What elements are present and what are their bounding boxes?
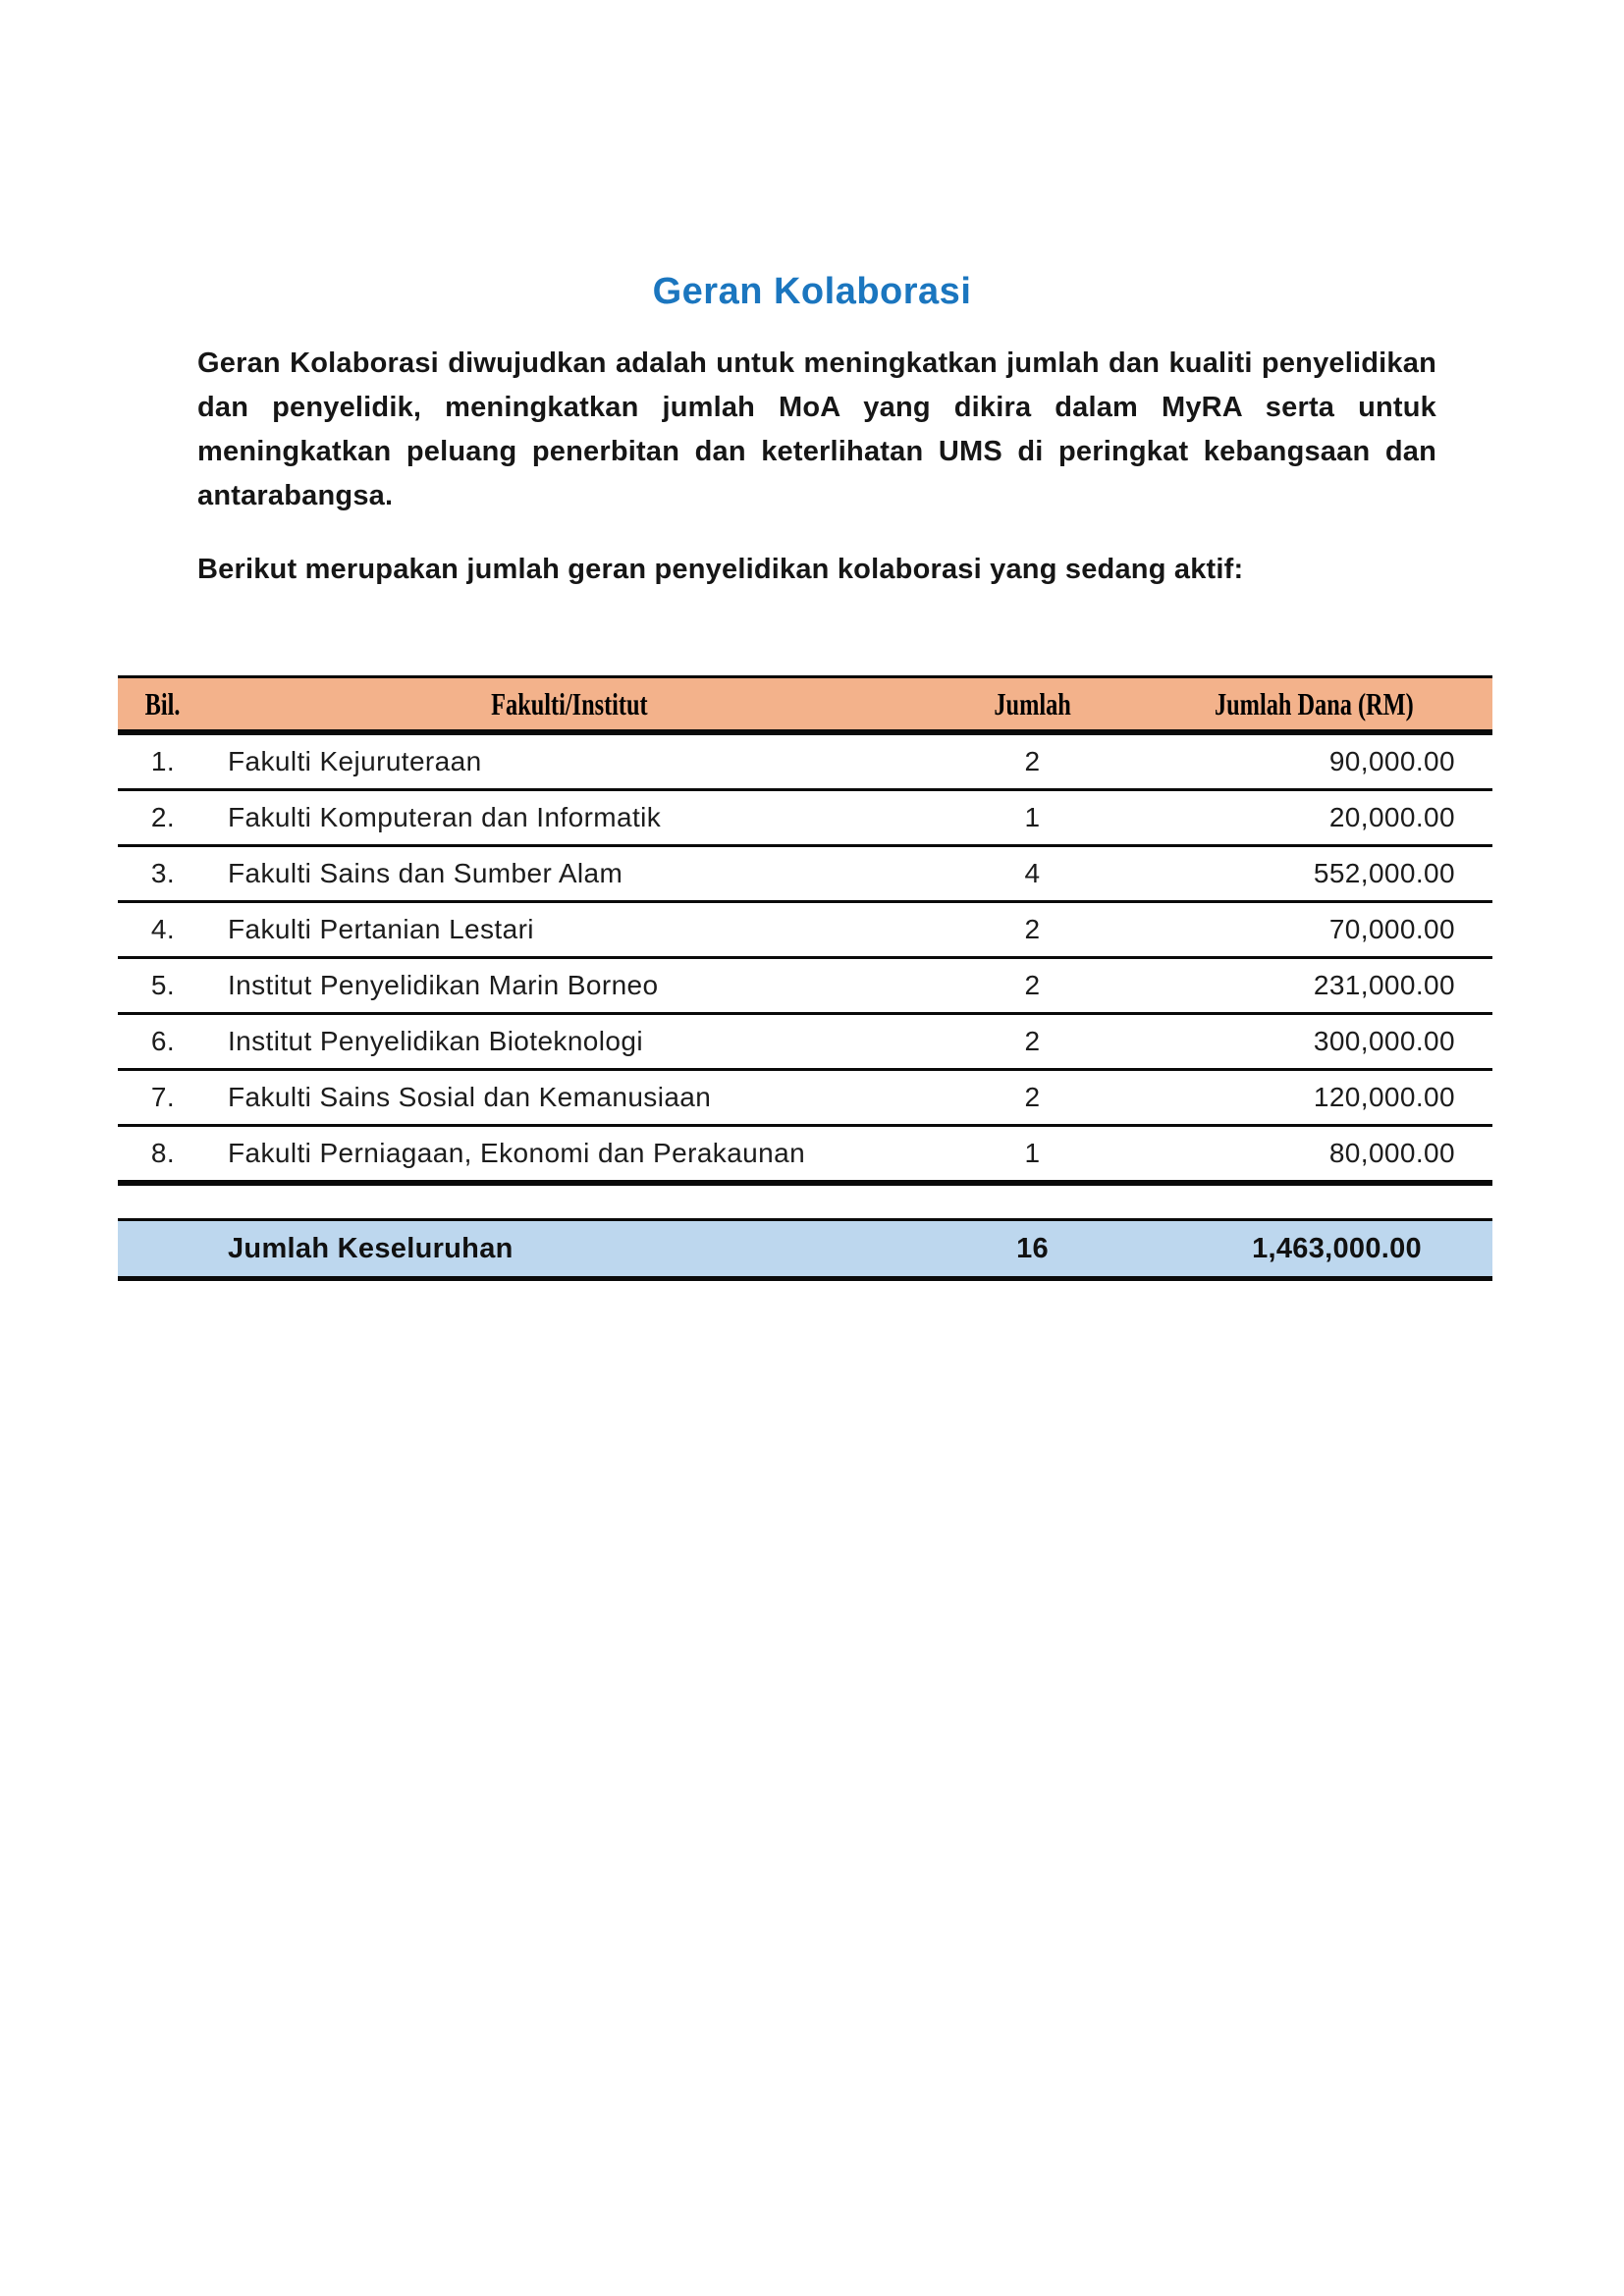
- cell-jumlah: 2: [1024, 746, 1041, 776]
- cell-no: 2.: [150, 802, 176, 832]
- cell-dana: 20,000.00: [1328, 802, 1455, 832]
- table-row: [118, 735, 1492, 791]
- header-cell-bil: Bil.: [145, 685, 181, 721]
- cell-jumlah: 1: [1024, 1138, 1041, 1168]
- cell-jumlah: 1: [1024, 802, 1041, 832]
- cell-fakulti: Fakulti Sains dan Sumber Alam: [228, 858, 623, 888]
- table-row: [118, 959, 1492, 1015]
- table-row: [118, 1015, 1492, 1071]
- cell-dana: 90,000.00: [1328, 746, 1455, 776]
- cell-fakulti: Fakulti Pertanian Lestari: [228, 914, 534, 944]
- cell-dana: 80,000.00: [1328, 1138, 1455, 1168]
- table-row: [118, 847, 1492, 903]
- table-row: [118, 791, 1492, 847]
- header-cell-dana: Jumlah Dana (RM): [1214, 685, 1414, 721]
- cell-jumlah: 2: [1024, 914, 1041, 944]
- cell-no: 3.: [150, 858, 176, 888]
- cell-no: 6.: [150, 1026, 176, 1056]
- table-row: [118, 1071, 1492, 1127]
- table-header-row: [118, 675, 1492, 735]
- cell-dana: 552,000.00: [1313, 858, 1455, 888]
- header-cell-jumlah: Jumlah: [994, 685, 1071, 721]
- cell-dana: 120,000.00: [1313, 1082, 1455, 1112]
- cell-fakulti: Fakulti Komputeran dan Informatik: [228, 802, 662, 832]
- total-row: [118, 1218, 1492, 1281]
- table-row: [118, 903, 1492, 959]
- cell-fakulti: Fakulti Perniagaan, Ekonomi dan Perakaunan: [228, 1138, 806, 1168]
- cell-jumlah: 2: [1024, 970, 1041, 1000]
- grants-table: [118, 675, 1492, 1281]
- cell-fakulti: Fakulti Sains Sosial dan Kemanusiaan: [228, 1082, 712, 1112]
- cell-fakulti: Fakulti Kejuruteraan: [228, 746, 482, 776]
- cell-dana: 300,000.00: [1313, 1026, 1455, 1056]
- cell-no: 8.: [150, 1138, 176, 1168]
- cell-fakulti: Institut Penyelidikan Marin Borneo: [228, 970, 659, 1000]
- cell-no: 5.: [150, 970, 176, 1000]
- cell-dana: 231,000.00: [1313, 970, 1455, 1000]
- total-amount: 1,463,000.00: [1252, 1232, 1422, 1264]
- cell-jumlah: 2: [1024, 1026, 1041, 1056]
- table-intro-paragraph: Berikut merupakan jumlah geran penyelidikan kolaborasi yang sedang aktif:: [197, 554, 1244, 585]
- total-count: 16: [1016, 1232, 1049, 1264]
- cell-dana: 70,000.00: [1328, 914, 1455, 944]
- total-label: Jumlah Keseluruhan: [228, 1232, 514, 1264]
- cell-jumlah: 4: [1024, 858, 1041, 888]
- cell-no: 4.: [150, 914, 176, 944]
- cell-fakulti: Institut Penyelidikan Bioteknologi: [228, 1026, 643, 1056]
- header-cell-fakulti: Fakulti/Institut: [490, 685, 648, 721]
- intro-paragraph: Geran Kolaborasi diwujudkan adalah untuk meningkatkan jumlah dan kualiti penyelidikan dan penyelidik, meningkatkan jumlah MoA yang dikira dalam MyRA serta untuk meningkatkan peluang penerbitan dan keterlihatan UMS di peringkat kebangsaan dan antarabangsa.: [197, 347, 1436, 511]
- table-row: [118, 1127, 1492, 1186]
- cell-no: 7.: [150, 1082, 176, 1112]
- cell-jumlah: 2: [1024, 1082, 1041, 1112]
- cell-no: 1.: [150, 746, 176, 776]
- page-title: Geran Kolaborasi: [652, 271, 972, 312]
